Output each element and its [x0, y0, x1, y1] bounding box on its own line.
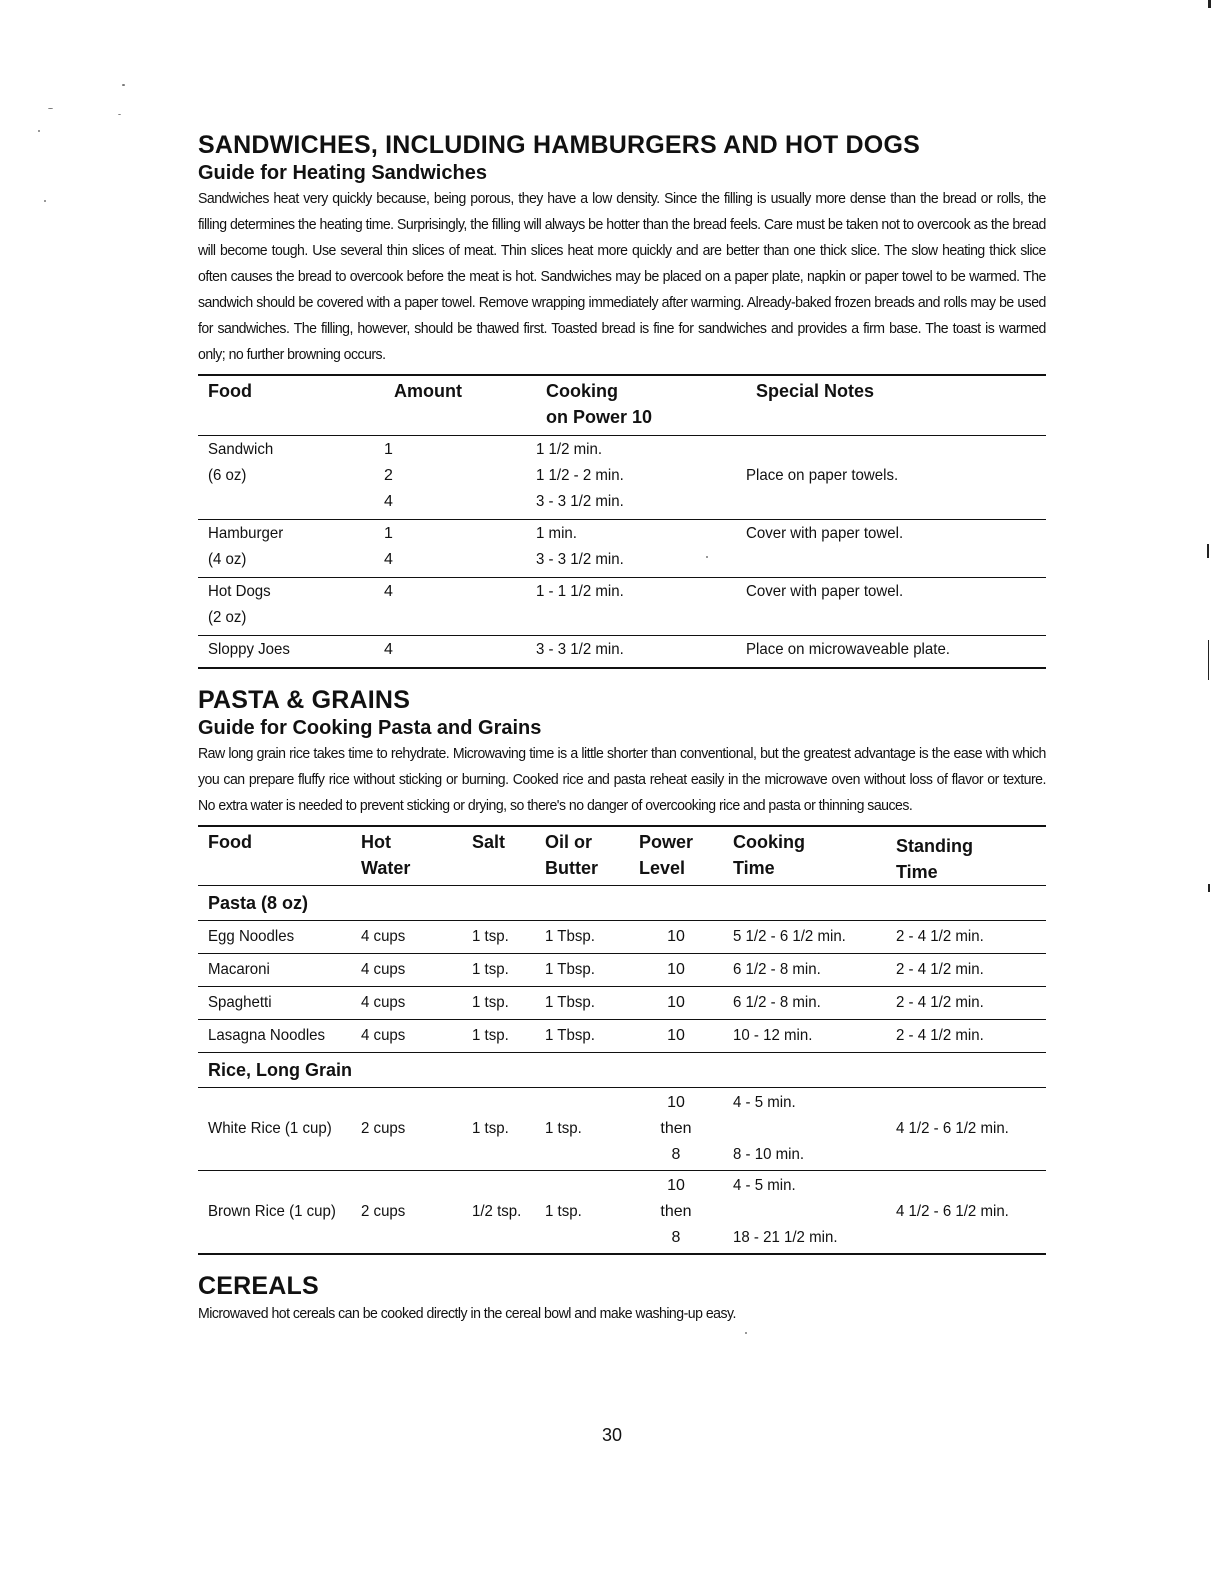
scan-speck [745, 1332, 747, 1334]
scan-speck [44, 200, 46, 202]
scan-edge-mark [1208, 0, 1211, 8]
page-content [198, 130, 1046, 1327]
scan-edge-mark [1208, 884, 1210, 892]
stand-time-cell: 4 1/2 - 6 1/2 min. [896, 1202, 1009, 1220]
amount-cell: 4 [384, 640, 393, 658]
sandwiches-guide-heading: Guide for Heating Sandwiches [198, 162, 487, 184]
scan-edge-mark [1207, 544, 1209, 558]
notes-cell: Place on paper towels. [746, 466, 899, 484]
table-row [198, 986, 1046, 1019]
oil-cell: 1 Tbsp. [545, 960, 595, 978]
water-cell: 2 cups [361, 1119, 406, 1137]
cereals-heading: CEREALS [198, 1271, 319, 1300]
scan-speck [706, 556, 708, 558]
cook-time-cell: 4 - 5 min. 18 - 21 1/2 min. [733, 1176, 838, 1246]
cooking-cell: 3 - 3 1/2 min. [536, 640, 624, 658]
cooking-cell: 1 1/2 min. 1 1/2 - 2 min. 3 - 3 1/2 min. [536, 440, 624, 510]
power-cell: 10 [667, 993, 685, 1011]
col-header-special-notes: Special Notes [756, 381, 875, 401]
col-header-standing-time: Standing Time [896, 835, 973, 882]
group-label: Pasta (8 oz) [208, 892, 309, 913]
power-cell: 10 [667, 927, 685, 945]
col-header-amount: Amount [394, 381, 462, 401]
notes-cell: Cover with paper towel. [746, 582, 904, 600]
oil-cell: 1 tsp. [545, 1202, 582, 1220]
pasta-intro: Raw long grain rice takes time to rehydrate. Microwaving time is a little shorter than conventional, but the greatest advantage is the ease with which you can prepare fluffy rice without sticking or burning. Cooked rice and pasta reheat easily in the microwave oven without loss of flavor or texture. No extra water is needed to prevent sticking or drying, so there's no danger of overcooking rice and pasta or thinning sauces. [198, 744, 1046, 814]
sandwiches-intro: Sandwiches heat very quickly because, being porous, they have a low density. Since the filling is usually more dense than the bread or rolls, the filling determines the heating time. Surprisingly, the filling will always be hotter than the bread feels. Care must be taken not to overcook as the bread will become tough. Use several thin slices of meat. Thin slices heat more quickly and are better than one thick slice. The slow heating thick slice often causes the bread to overcook before the meat is hot. Sandwiches may be placed on a paper plate, napkin or paper towel to be warmed. The sandwich should be covered with a paper towel. Remove wrapping immediately after warming. Already-baked frozen breads and rolls may be used for sandwiches. The filling, however, should be thawed first. Toasted bread is fine for sandwiches and provides a firm base. The toast is warmed only; no further browning occurs. [198, 190, 1046, 363]
cook-time-cell: 10 - 12 min. [733, 1026, 813, 1044]
water-cell: 4 cups [361, 960, 406, 978]
pasta-table [198, 825, 1046, 1255]
stand-time-cell: 2 - 4 1/2 min. [896, 993, 984, 1011]
food-cell: Macaroni [208, 960, 270, 978]
stand-time-cell: 2 - 4 1/2 min. [896, 960, 984, 978]
food-cell: Lasagna Noodles [208, 1026, 326, 1044]
scan-speck [118, 114, 121, 115]
col-header-oil-butter: Oil or Butter [545, 831, 598, 878]
food-cell: Hamburger (4 oz) [208, 524, 284, 568]
stand-time-cell: 2 - 4 1/2 min. [896, 927, 984, 945]
oil-cell: 1 Tbsp. [545, 927, 595, 945]
col-header-food: Food [208, 831, 252, 852]
cook-time-cell: 6 1/2 - 8 min. [733, 993, 821, 1011]
sandwiches-heading: SANDWICHES, INCLUDING HAMBURGERS AND HOT DOGS [198, 131, 920, 159]
cook-time-cell: 5 1/2 - 6 1/2 min. [733, 927, 846, 945]
food-cell: Spaghetti [208, 993, 272, 1011]
scan-speck [122, 84, 125, 86]
pasta-heading: PASTA & GRAINS [198, 685, 411, 714]
scan-edge-mark [1208, 640, 1209, 680]
table-row [198, 920, 1046, 953]
cooking-cell: 1 min. 3 - 3 1/2 min. [536, 524, 624, 568]
group-row-rice [198, 1052, 1046, 1087]
food-cell: Sandwich (6 oz) [208, 440, 274, 484]
table-row [198, 519, 1046, 577]
salt-cell: 1 tsp. [472, 1026, 509, 1044]
salt-cell: 1 tsp. [472, 993, 509, 1011]
col-header-food: Food [208, 381, 252, 401]
scan-speck [48, 108, 53, 109]
pasta-guide-heading: Guide for Cooking Pasta and Grains [198, 716, 542, 739]
cook-time-cell: 6 1/2 - 8 min. [733, 960, 821, 978]
table-row [198, 1019, 1046, 1052]
salt-cell: 1 tsp. [472, 1119, 509, 1137]
food-cell: White Rice (1 cup) [208, 1119, 332, 1137]
col-header-cooking-time: Cooking Time [733, 831, 805, 878]
cereals-intro: Microwaved hot cereals can be cooked directly in the cereal bowl and make washing-up easy. [198, 1304, 736, 1322]
table-row [198, 577, 1046, 635]
sandwich-table [198, 374, 1046, 669]
power-cell: 10 [667, 1026, 685, 1044]
stand-time-cell: 4 1/2 - 6 1/2 min. [896, 1119, 1009, 1137]
power-cell: 10 then 8 [660, 1176, 692, 1246]
col-header-power-level: Power Level [639, 831, 694, 878]
group-label: Rice, Long Grain [208, 1059, 353, 1080]
table-row [198, 635, 1046, 668]
table-row [198, 1170, 1046, 1254]
amount-cell: 1 2 4 [384, 440, 393, 510]
cook-time-cell: 4 - 5 min. 8 - 10 min. [733, 1093, 805, 1163]
amount-cell: 4 [384, 582, 393, 600]
food-cell: Hot Dogs (2 oz) [208, 582, 271, 626]
water-cell: 4 cups [361, 993, 406, 1011]
food-cell: Brown Rice (1 cup) [208, 1202, 336, 1220]
scan-speck [38, 130, 40, 132]
table-row [198, 953, 1046, 986]
col-header-cooking: Cooking on Power 10 [546, 381, 653, 427]
notes-cell: Cover with paper towel. [746, 524, 904, 542]
col-header-salt: Salt [472, 831, 506, 852]
food-cell: Egg Noodles [208, 927, 295, 945]
table-row [198, 1087, 1046, 1170]
col-header-hot-water: Hot Water [361, 831, 411, 878]
oil-cell: 1 Tbsp. [545, 993, 595, 1011]
notes-cell: Place on microwaveable plate. [746, 640, 950, 658]
water-cell: 2 cups [361, 1202, 406, 1220]
water-cell: 4 cups [361, 1026, 406, 1044]
oil-cell: 1 tsp. [545, 1119, 582, 1137]
water-cell: 4 cups [361, 927, 406, 945]
food-cell: Sloppy Joes [208, 640, 290, 658]
salt-cell: 1/2 tsp. [472, 1202, 522, 1220]
salt-cell: 1 tsp. [472, 927, 509, 945]
group-row-pasta [198, 885, 1046, 920]
power-cell: 10 [667, 960, 685, 978]
table-row [198, 435, 1046, 519]
amount-cell: 1 4 [384, 524, 393, 568]
salt-cell: 1 tsp. [472, 960, 509, 978]
power-cell: 10 then 8 [660, 1093, 692, 1163]
page-number: 30 [601, 1425, 623, 1445]
stand-time-cell: 2 - 4 1/2 min. [896, 1026, 984, 1044]
oil-cell: 1 Tbsp. [545, 1026, 595, 1044]
cooking-cell: 1 - 1 1/2 min. [536, 582, 624, 600]
